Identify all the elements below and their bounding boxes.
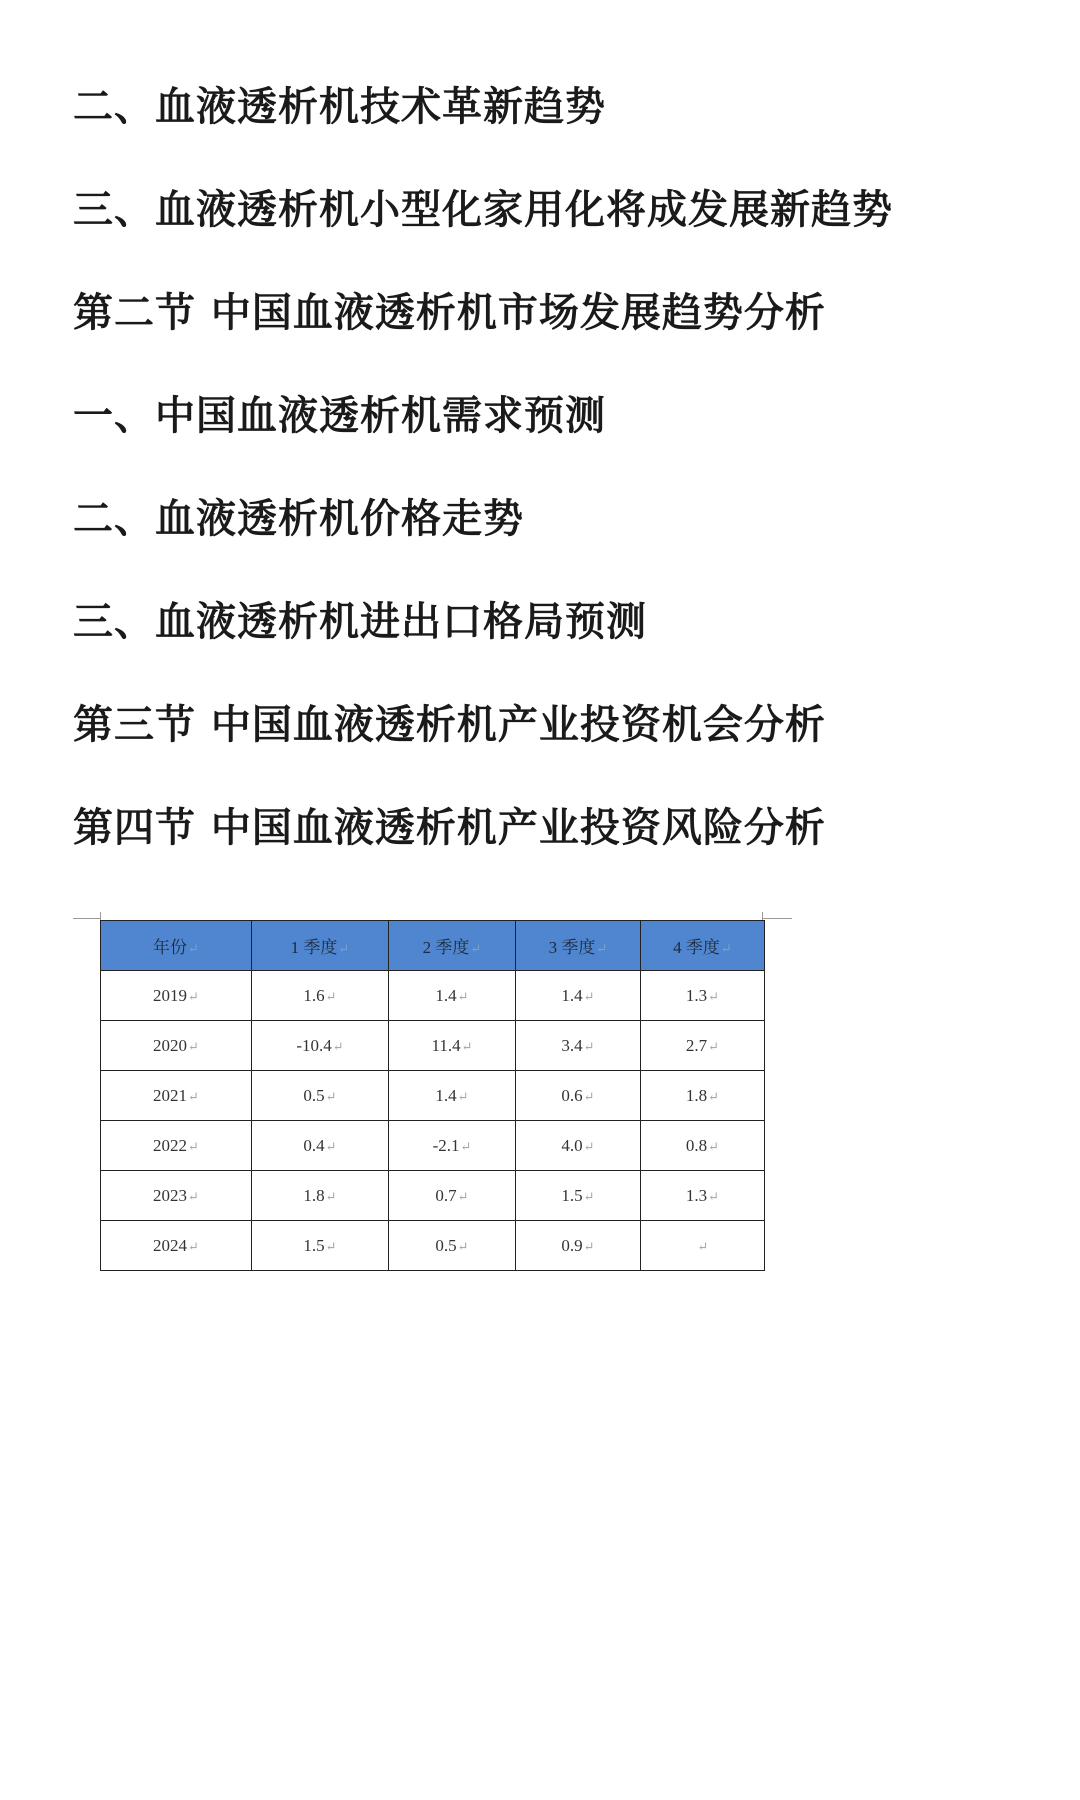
table-cell: -10.4↵ — [252, 1021, 389, 1071]
table-cell: 0.9↵ — [516, 1221, 641, 1271]
paragraph-mark-icon: ↵ — [583, 1238, 595, 1254]
section-headings — [73, 82, 1033, 906]
table-left-tick — [100, 912, 101, 920]
table-cell: 2022↵ — [101, 1121, 252, 1171]
table-cell: 0.8↵ — [641, 1121, 765, 1171]
table-header-row — [101, 921, 765, 971]
paragraph-mark-icon: ↵ — [188, 941, 199, 956]
paragraph-mark-icon: ↵ — [470, 941, 482, 956]
table-cell: 2019↵ — [101, 971, 252, 1021]
heading-demand-forecast: 一、中国血液透析机需求预测 — [73, 392, 606, 439]
paragraph-mark-icon: ↵ — [708, 1138, 720, 1154]
paragraph-mark-icon: ↵ — [583, 1138, 595, 1154]
table-cell: 1.4↵ — [389, 1071, 516, 1121]
heading-section-2-market-trend: 第二节 中国血液透析机市场发展趋势分析 — [73, 289, 826, 336]
paragraph-mark-icon: ↵ — [583, 1088, 595, 1104]
table-cell: 1.3↵ — [641, 971, 765, 1021]
paragraph-mark-icon: ↵ — [325, 1088, 337, 1104]
quarterly-data-table — [100, 920, 765, 1271]
paragraph-mark-icon: ↵ — [188, 1138, 199, 1154]
column-header-q2: 2 季度↵ — [389, 921, 516, 971]
column-header-year: 年份↵ — [101, 921, 252, 971]
paragraph-mark-icon: ↵ — [708, 988, 720, 1004]
paragraph-mark-icon: ↵ — [596, 941, 608, 956]
table-cell: 2021↵ — [101, 1071, 252, 1121]
heading-section-4-investment-risk: 第四节 中国血液透析机产业投资风险分析 — [73, 804, 826, 851]
table-cell: 0.7↵ — [389, 1171, 516, 1221]
table-row — [101, 1171, 765, 1221]
table-right-rule — [762, 918, 792, 919]
table-row — [101, 1021, 765, 1071]
paragraph-mark-icon: ↵ — [188, 1038, 199, 1054]
paragraph-mark-icon: ↵ — [457, 1188, 469, 1204]
table-right-tick — [762, 912, 763, 920]
table-cell: 1.5↵ — [252, 1221, 389, 1271]
table-cell: 1.5↵ — [516, 1171, 641, 1221]
column-header-q1: 1 季度↵ — [252, 921, 389, 971]
table-cell: -2.1↵ — [389, 1121, 516, 1171]
paragraph-mark-icon: ↵ — [461, 1038, 473, 1054]
table-cell: 1.8↵ — [641, 1071, 765, 1121]
paragraph-mark-icon: ↵ — [697, 1238, 709, 1254]
table-cell: 2020↵ — [101, 1021, 252, 1071]
table-row — [101, 1071, 765, 1121]
paragraph-mark-icon: ↵ — [457, 1238, 469, 1254]
table-cell — [641, 1221, 765, 1271]
paragraph-mark-icon: ↵ — [457, 988, 469, 1004]
table-row — [101, 1221, 765, 1271]
paragraph-mark-icon: ↵ — [188, 1238, 199, 1254]
heading-price-trend: 二、血液透析机价格走势 — [73, 495, 524, 542]
paragraph-mark-icon: ↵ — [583, 1038, 595, 1054]
table-cell: 2.7↵ — [641, 1021, 765, 1071]
table-cell: 4.0↵ — [516, 1121, 641, 1171]
table-cell: 2024↵ — [101, 1221, 252, 1271]
table-cell: 2023↵ — [101, 1171, 252, 1221]
table-cell: 0.5↵ — [252, 1071, 389, 1121]
table-cell: 1.4↵ — [389, 971, 516, 1021]
paragraph-mark-icon: ↵ — [325, 1238, 337, 1254]
paragraph-mark-icon: ↵ — [583, 988, 595, 1004]
table-cell: 1.8↵ — [252, 1171, 389, 1221]
paragraph-mark-icon: ↵ — [325, 1138, 337, 1154]
paragraph-mark-icon: ↵ — [332, 1038, 344, 1054]
paragraph-mark-icon: ↵ — [325, 988, 337, 1004]
table-cell: 11.4↵ — [389, 1021, 516, 1071]
paragraph-mark-icon: ↵ — [188, 1088, 199, 1104]
paragraph-mark-icon: ↵ — [708, 1188, 720, 1204]
table-cell: 1.3↵ — [641, 1171, 765, 1221]
heading-import-export-forecast: 三、血液透析机进出口格局预测 — [73, 598, 647, 645]
column-header-q3: 3 季度↵ — [516, 921, 641, 971]
heading-tech-innovation-trend: 二、血液透析机技术革新趋势 — [73, 83, 606, 130]
paragraph-mark-icon: ↵ — [338, 941, 350, 956]
column-header-q4: 4 季度↵ — [641, 921, 765, 971]
paragraph-mark-icon: ↵ — [188, 1188, 199, 1204]
table-cell: 0.4↵ — [252, 1121, 389, 1171]
table-row — [101, 971, 765, 1021]
heading-section-3-investment-opportunity: 第三节 中国血液透析机产业投资机会分析 — [73, 701, 826, 748]
paragraph-mark-icon: ↵ — [708, 1038, 720, 1054]
table-row — [101, 1121, 765, 1171]
paragraph-mark-icon: ↵ — [457, 1088, 469, 1104]
paragraph-mark-icon: ↵ — [720, 941, 732, 956]
table-cell: 0.6↵ — [516, 1071, 641, 1121]
paragraph-mark-icon: ↵ — [583, 1188, 595, 1204]
table-cell: 3.4↵ — [516, 1021, 641, 1071]
table-cell: 1.6↵ — [252, 971, 389, 1021]
heading-miniaturization-trend: 三、血液透析机小型化家用化将成发展新趋势 — [73, 186, 893, 233]
table-left-rule — [73, 918, 101, 919]
paragraph-mark-icon: ↵ — [325, 1188, 337, 1204]
table-cell: 0.5↵ — [389, 1221, 516, 1271]
paragraph-mark-icon: ↵ — [188, 988, 199, 1004]
paragraph-mark-icon: ↵ — [708, 1088, 720, 1104]
table-cell: 1.4↵ — [516, 971, 641, 1021]
paragraph-mark-icon: ↵ — [460, 1138, 472, 1154]
